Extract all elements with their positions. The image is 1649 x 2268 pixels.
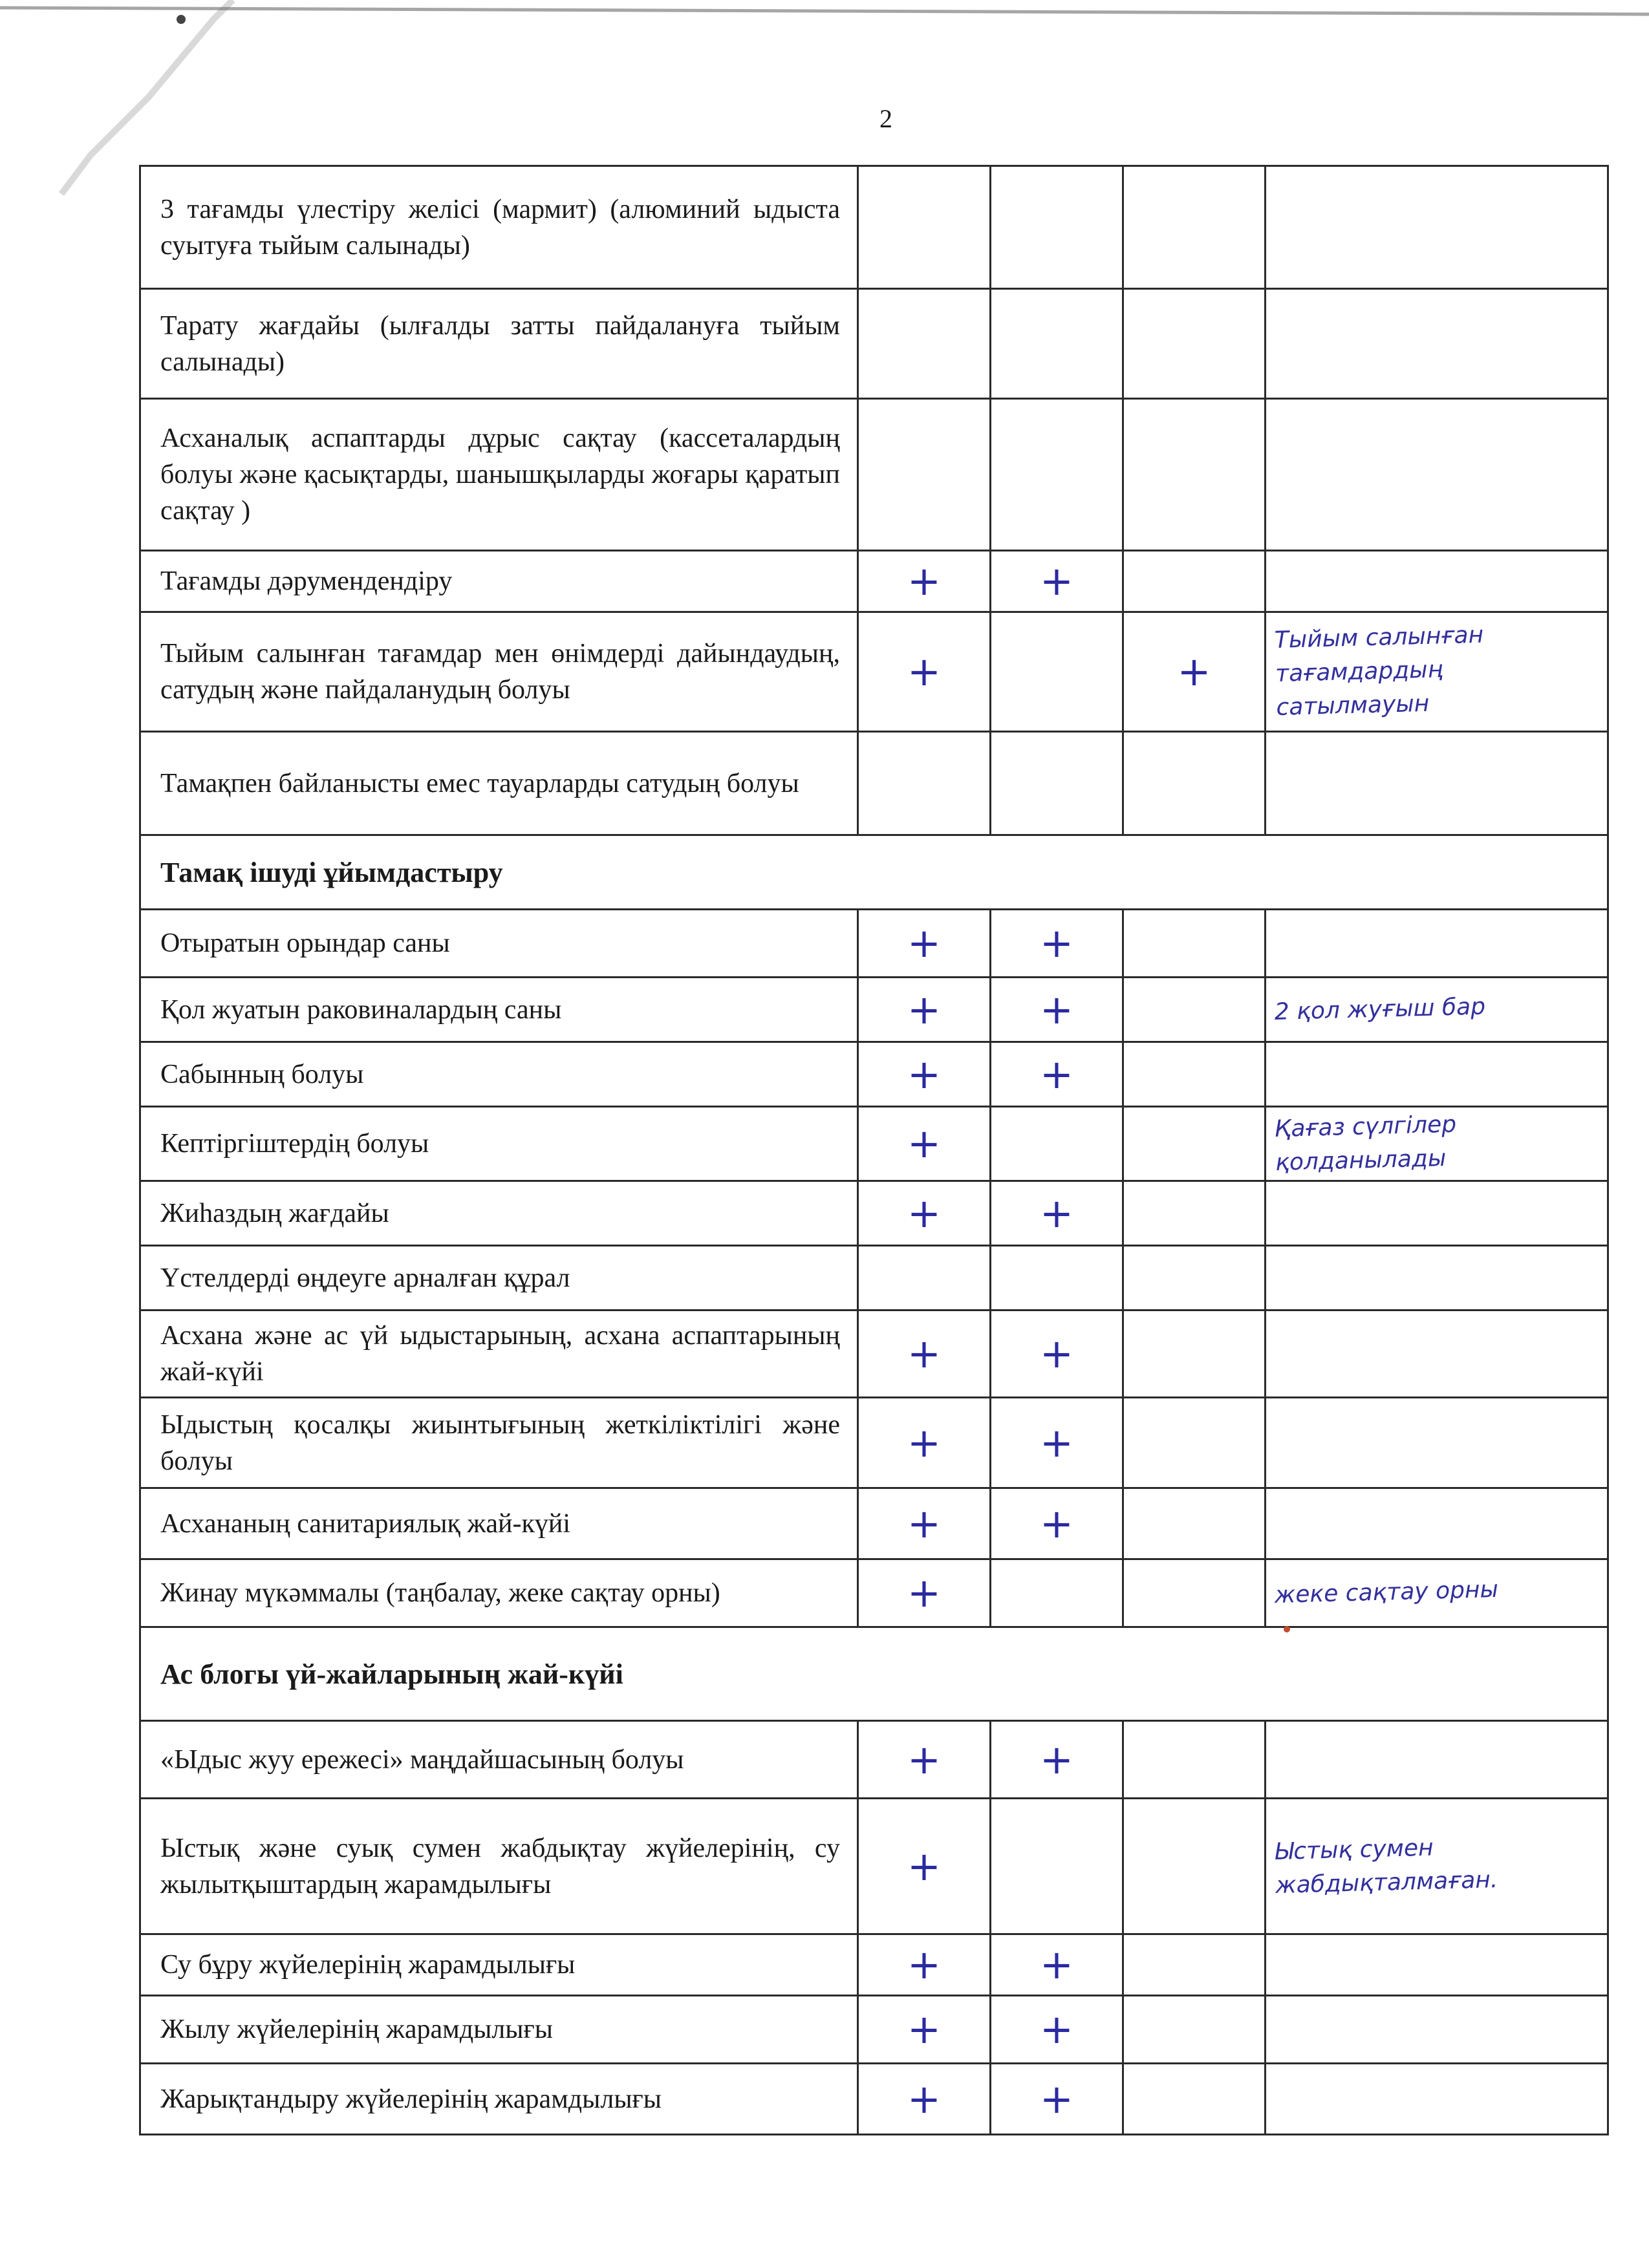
check-mark-col-1 <box>858 399 991 551</box>
section-title: Тамақ ішуді ұйымдастыру <box>140 835 1608 910</box>
check-mark-col-3 <box>1123 1799 1266 1934</box>
check-mark-col-3 <box>1123 399 1266 551</box>
checklist-body <box>140 166 1608 2135</box>
row-label: Отыратын орындар саны <box>140 910 858 978</box>
check-mark-col-3 <box>1123 1721 1266 1799</box>
handwritten-note-cell <box>1266 732 1608 835</box>
row-label: Асхананың санитариялық жай-күйі <box>140 1488 858 1559</box>
check-mark-col-2 <box>991 166 1123 289</box>
handwritten-note-cell <box>1266 1799 1608 1934</box>
row-label: Ыстық және суық сумен жабдықтау жүйелерінің, су жылытқыштардың жарамдылығы <box>140 1799 858 1934</box>
handwritten-note <box>1274 464 1599 477</box>
check-mark-col-2: + <box>991 1934 1123 1996</box>
check-mark-col-3 <box>1123 1934 1266 1996</box>
checklist-row <box>140 1559 1608 1627</box>
handwritten-note-cell <box>1266 399 1608 551</box>
checklist-row <box>140 1721 1608 1799</box>
check-mark-col-3: + <box>1123 612 1266 732</box>
page-number: 2 <box>879 104 892 133</box>
checklist-row <box>140 289 1608 399</box>
check-mark-col-1 <box>858 289 991 399</box>
check-mark-col-1: + <box>858 551 991 612</box>
handwritten-note-cell <box>1266 289 1608 399</box>
check-mark-col-2: + <box>991 2064 1123 2135</box>
handwritten-note: 2 қол жуғыш бар <box>1274 992 1486 1025</box>
row-label: Тағамды дәрумендендіру <box>140 551 858 612</box>
row-label: Қол жуатын раковиналардың саны <box>140 978 858 1042</box>
row-label: Асханалық аспаптарды дұрыс сақтау (кассеталардың болуы және қасықтарды, шанышқыларды жоғары қаратып сақтау ) <box>140 399 858 551</box>
handwritten-note-cell <box>1266 1042 1608 1107</box>
handwritten-note-cell <box>1266 2064 1608 2135</box>
checklist-row <box>140 612 1608 732</box>
checklist-row <box>140 910 1608 978</box>
row-label: 3 тағамды үлестіру желісі (мармит) (алюминий ыдыста суытуға тыйым салынады) <box>140 166 858 289</box>
row-label: «Ыдыс жуу ережесі» маңдайшасының болуы <box>140 1721 858 1799</box>
handwritten-note <box>1274 932 1599 946</box>
handwritten-note-cell <box>1266 166 1608 289</box>
checklist-row <box>140 551 1608 612</box>
checklist-row <box>140 2064 1608 2135</box>
row-label: Жылу жүйелерінің жарамдылығы <box>140 1996 858 2064</box>
handwritten-note-cell <box>1266 978 1608 1042</box>
check-mark-col-3 <box>1123 2064 1266 2135</box>
check-mark-col-2: + <box>991 978 1123 1042</box>
check-mark-col-3 <box>1123 1488 1266 1559</box>
handwritten-note-cell <box>1266 1311 1608 1398</box>
checklist-row <box>140 978 1608 1042</box>
check-mark-col-3 <box>1123 1181 1266 1246</box>
handwritten-note <box>1274 2018 1599 2032</box>
row-label: Тарату жағдайы (ылғалды затты пайдалануға тыйым салынады) <box>140 289 858 399</box>
row-label: Сабынның болуы <box>140 1042 858 1107</box>
check-mark-col-1 <box>858 732 991 835</box>
check-mark-col-3 <box>1123 166 1266 289</box>
check-mark-col-1: + <box>858 612 991 732</box>
handwritten-note-cell <box>1266 551 1608 612</box>
handwritten-note-cell <box>1266 1559 1608 1627</box>
check-mark-col-2: + <box>991 551 1123 612</box>
checklist-row <box>140 1996 1608 2064</box>
check-mark-col-1: + <box>858 1934 991 1996</box>
handwritten-note <box>1274 1267 1599 1280</box>
ink-dot <box>1284 1626 1290 1632</box>
check-mark-col-3 <box>1123 1311 1266 1398</box>
check-mark-col-1 <box>858 166 991 289</box>
checklist-row <box>140 399 1608 551</box>
check-mark-col-1: + <box>858 1721 991 1799</box>
check-mark-col-3 <box>1123 1398 1266 1488</box>
checklist-row <box>140 1246 1608 1311</box>
row-label: Кептіргіштердің болуы <box>140 1107 858 1181</box>
check-mark-col-2 <box>991 1107 1123 1181</box>
handwritten-note <box>1274 1343 1599 1356</box>
check-mark-col-2 <box>991 732 1123 835</box>
handwritten-note: Тыйым салынған тағамдардың сатылмауын <box>1274 621 1484 721</box>
row-label: Асхана және ас үй ыдыстарының, асхана аспаптарының жай-күйі <box>140 1311 858 1398</box>
handwritten-note-cell <box>1266 1996 1608 2064</box>
check-mark-col-2 <box>991 612 1123 732</box>
check-mark-col-1: + <box>858 978 991 1042</box>
handwritten-note-cell <box>1266 612 1608 732</box>
row-label: Жиһаздың жағдайы <box>140 1181 858 1246</box>
check-mark-col-2: + <box>991 1181 1123 1246</box>
handwritten-note <box>1274 216 1599 230</box>
check-mark-col-2 <box>991 1559 1123 1627</box>
checklist-row <box>140 1934 1608 1996</box>
check-mark-col-1: + <box>858 1181 991 1246</box>
check-mark-col-1: + <box>858 2064 991 2135</box>
handwritten-note-cell <box>1266 910 1608 978</box>
handwritten-note <box>1274 772 1599 786</box>
handwritten-note-cell <box>1266 1488 1608 1559</box>
top-edge-shadow <box>0 8 1649 14</box>
check-mark-col-1: + <box>858 1107 991 1181</box>
row-label: Су бұру жүйелерінің жарамдылығы <box>140 1934 858 1996</box>
checklist-row <box>140 1107 1608 1181</box>
row-label: Тыйым салынған тағамдар мен өнімдерді дайындаудың, сатудың және пайдаланудың болуы <box>140 612 858 732</box>
handwritten-note <box>1274 1202 1599 1215</box>
check-mark-col-3 <box>1123 978 1266 1042</box>
check-mark-col-1: + <box>858 1042 991 1107</box>
handwritten-note <box>1274 1748 1599 1762</box>
check-mark-col-2: + <box>991 1311 1123 1398</box>
handwritten-note <box>1274 1431 1599 1445</box>
check-mark-col-1: + <box>858 1398 991 1488</box>
handwritten-note-cell <box>1266 1934 1608 1996</box>
check-mark-col-3 <box>1123 551 1266 612</box>
handwritten-note <box>1274 570 1599 584</box>
check-mark-col-1 <box>858 1246 991 1311</box>
handwritten-note-cell <box>1266 1107 1608 1181</box>
check-mark-col-1: + <box>858 1311 991 1398</box>
handwritten-note-cell <box>1266 1721 1608 1799</box>
check-mark-col-1: + <box>858 1488 991 1559</box>
check-mark-col-1: + <box>858 1799 991 1934</box>
check-mark-col-3 <box>1123 1246 1266 1311</box>
handwritten-note: Қағаз сүлгілер қолданылады <box>1274 1111 1457 1176</box>
checklist-row <box>140 166 1608 289</box>
check-mark-col-3 <box>1123 732 1266 835</box>
handwritten-note <box>1274 1512 1599 1526</box>
inspection-checklist-table <box>139 165 1609 2135</box>
check-mark-col-2 <box>991 399 1123 551</box>
handwritten-note <box>1274 2088 1599 2101</box>
section-title: Ас блогы үй-жайларының жай-күйі <box>140 1627 1608 1721</box>
handwritten-note <box>1274 332 1599 346</box>
handwritten-note <box>1274 1063 1599 1076</box>
check-mark-col-2 <box>991 1246 1123 1311</box>
check-mark-col-2: + <box>991 1721 1123 1799</box>
handwritten-note-cell <box>1266 1181 1608 1246</box>
check-mark-col-3 <box>1123 1107 1266 1181</box>
checklist-row <box>140 1311 1608 1398</box>
handwritten-note-cell <box>1266 1246 1608 1311</box>
check-mark-col-2 <box>991 289 1123 399</box>
checklist-row <box>140 1042 1608 1107</box>
checklist-row <box>140 1799 1608 1934</box>
checklist-row <box>140 1181 1608 1246</box>
check-mark-col-3 <box>1123 1559 1266 1627</box>
checklist-row <box>140 732 1608 835</box>
check-mark-col-1: + <box>858 1996 991 2064</box>
check-mark-col-2: + <box>991 1042 1123 1107</box>
row-label: Үстелдерді өңдеуге арналған құрал <box>140 1246 858 1311</box>
check-mark-col-3 <box>1123 1996 1266 2064</box>
check-mark-col-2: + <box>991 1398 1123 1488</box>
check-mark-col-2: + <box>991 910 1123 978</box>
check-mark-col-1: + <box>858 1559 991 1627</box>
row-label: Ыдыстың қосалқы жиынтығының жеткіліктілігі және болуы <box>140 1398 858 1488</box>
checklist-row <box>140 1488 1608 1559</box>
check-mark-col-2 <box>991 1799 1123 1934</box>
check-mark-col-2: + <box>991 1488 1123 1559</box>
scan-speck <box>177 15 186 24</box>
handwritten-note: Ыстық сумен жабдықталмаған. <box>1274 1834 1498 1899</box>
handwritten-note: жеке сақтау орны <box>1274 1576 1499 1609</box>
check-mark-col-1: + <box>858 910 991 978</box>
row-label: Тамақпен байланысты емес тауарларды сатудың болуы <box>140 732 858 835</box>
check-mark-col-3 <box>1123 289 1266 399</box>
check-mark-col-2: + <box>991 1996 1123 2064</box>
section-header-row <box>140 1627 1608 1721</box>
handwritten-note-cell <box>1266 1398 1608 1488</box>
check-mark-col-3 <box>1123 910 1266 978</box>
row-label: Жарықтандыру жүйелерінің жарамдылығы <box>140 2064 858 2135</box>
row-label: Жинау мүкәммалы (таңбалау, жеке сақтау орны) <box>140 1559 858 1627</box>
check-mark-col-3 <box>1123 1042 1266 1107</box>
section-header-row <box>140 835 1608 910</box>
handwritten-note <box>1274 1954 1599 1967</box>
checklist-row <box>140 1398 1608 1488</box>
